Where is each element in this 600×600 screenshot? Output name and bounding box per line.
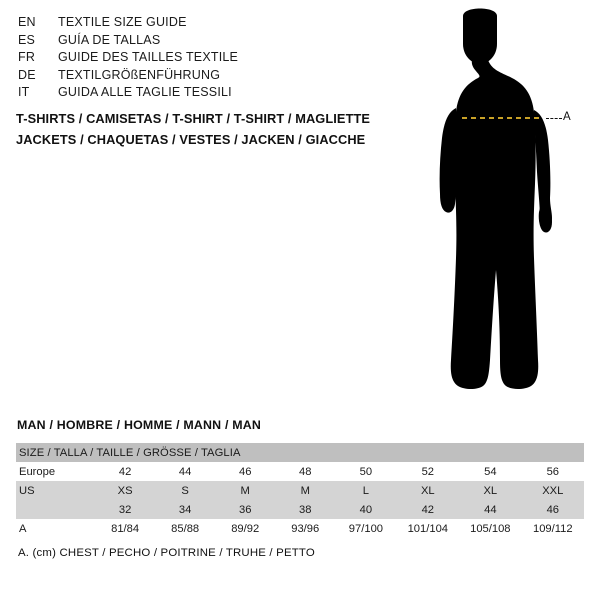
cell: XS [95, 481, 155, 500]
table-row [16, 519, 584, 538]
table-row [16, 462, 584, 481]
cell: 42 [95, 462, 155, 481]
language-text: GUIDA ALLE TAGLIE TESSILI [58, 85, 232, 100]
language-row [18, 14, 398, 32]
cell: 105/108 [459, 519, 522, 538]
cell: 36 [215, 500, 275, 519]
male-silhouette-figure [400, 8, 600, 408]
row-label: Europe [16, 462, 95, 481]
cell: 46 [522, 500, 584, 519]
table-title: MAN / HOMBRE / HOMME / MANN / MAN [17, 418, 262, 432]
size-table [16, 443, 584, 538]
cell: 85/88 [155, 519, 215, 538]
cell: 32 [95, 500, 155, 519]
language-code: ES [18, 32, 36, 47]
category-tshirts: T-SHIRTS / CAMISETAS / T-SHIRT / T-SHIRT / MAGLIETTE [16, 111, 371, 126]
cell: 81/84 [95, 519, 155, 538]
footnote: A. (cm) CHEST / PECHO / POITRINE / TRUHE / PETTO [18, 547, 315, 559]
cell: S [155, 481, 215, 500]
language-row [18, 49, 398, 67]
category-jackets: JACKETS / CHAQUETAS / VESTES / JACKEN / GIACCHE [16, 132, 366, 147]
cell: L [335, 481, 396, 500]
language-row [18, 67, 398, 85]
table-header-label: SIZE / TALLA / TAILLE / GRÖSSE / TAGLIA [16, 443, 584, 462]
measure-label-a: A [563, 111, 571, 123]
cell: 44 [459, 500, 522, 519]
row-label: A [16, 519, 95, 538]
language-row [18, 32, 398, 50]
cell: M [215, 481, 275, 500]
cell: XL [459, 481, 522, 500]
cell: 48 [275, 462, 335, 481]
language-code: IT [18, 85, 30, 100]
cell: 38 [275, 500, 335, 519]
cell: 34 [155, 500, 215, 519]
category-list [16, 108, 416, 150]
row-label: US [16, 481, 95, 500]
silhouette-icon [400, 8, 600, 408]
table-header-row [16, 443, 584, 462]
cell: 42 [397, 500, 460, 519]
cell: 54 [459, 462, 522, 481]
cell: 44 [155, 462, 215, 481]
cell: 109/112 [522, 519, 584, 538]
language-text: GUÍA DE TALLAS [58, 32, 161, 47]
cell: 50 [335, 462, 396, 481]
language-text: GUIDE DES TAILLES TEXTILE [58, 50, 239, 65]
cell: 101/104 [397, 519, 460, 538]
language-text: TEXTILGRÖßENFÜHRUNG [58, 67, 221, 82]
cell: 89/92 [215, 519, 275, 538]
cell: 40 [335, 500, 396, 519]
cell: 56 [522, 462, 584, 481]
cell: XL [397, 481, 460, 500]
table-row [16, 500, 584, 519]
cell: M [275, 481, 335, 500]
language-code: FR [18, 50, 36, 65]
cell: 52 [397, 462, 460, 481]
cell: 97/100 [335, 519, 396, 538]
cell: XXL [522, 481, 584, 500]
language-row [18, 84, 398, 102]
row-label [16, 500, 95, 519]
table-row [16, 481, 584, 500]
language-list [18, 14, 398, 102]
language-code: EN [18, 15, 36, 29]
measure-leader-line [546, 118, 562, 119]
cell: 46 [215, 462, 275, 481]
cell: 93/96 [275, 519, 335, 538]
language-code: DE [18, 67, 36, 82]
language-text: TEXTILE SIZE GUIDE [58, 15, 187, 29]
